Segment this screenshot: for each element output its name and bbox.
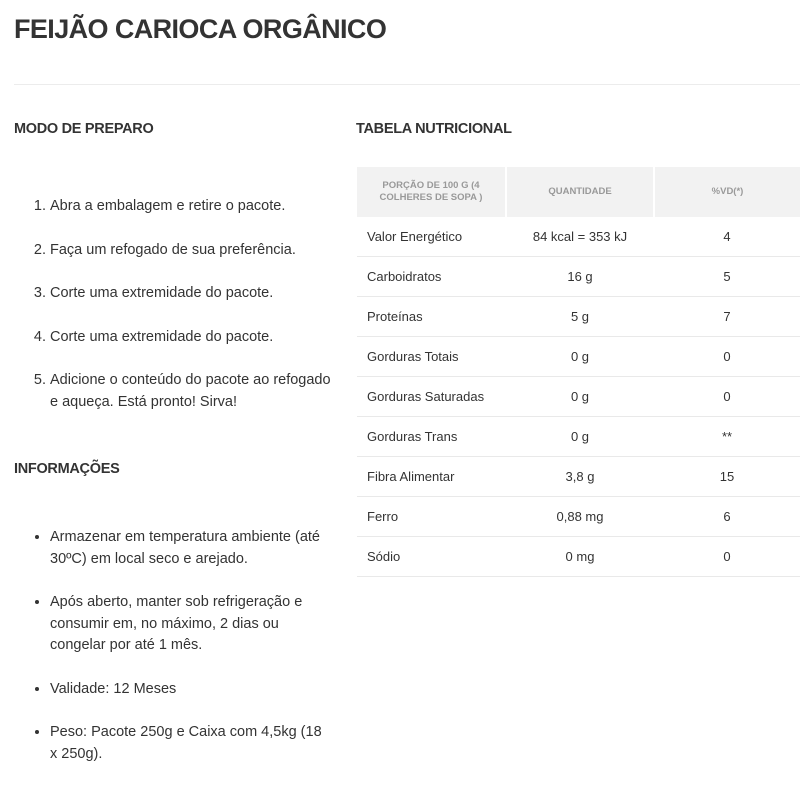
nutrient-name: Gorduras Trans (357, 417, 506, 457)
preparo-step: 3. Corte uma extremidade do pacote. (50, 283, 332, 305)
table-row (357, 417, 800, 457)
nutrient-vd: ** (654, 417, 800, 457)
nutrient-quantity: 3,8 g (506, 457, 654, 497)
informacoes-heading: INFORMAÇÕES (14, 461, 120, 477)
header-vd: %VD(*) (654, 167, 800, 217)
preparo-step: 5. Adicione o conteúdo do pacote ao refogado e aqueça. Está pronto! Sirva! (50, 370, 332, 413)
nutrient-vd: 4 (654, 217, 800, 257)
nutrient-vd: 5 (654, 257, 800, 297)
preparo-heading: MODO DE PREPARO (14, 121, 154, 137)
preparo-step: 4. Corte uma extremidade do pacote. (50, 327, 332, 349)
nutrient-name: Sódio (357, 537, 506, 577)
nutrition-table (357, 167, 800, 577)
nutrient-quantity: 0 g (506, 377, 654, 417)
nutrient-name: Fibra Alimentar (357, 457, 506, 497)
nutrient-vd: 0 (654, 377, 800, 417)
nutrient-vd: 0 (654, 537, 800, 577)
preparo-step: 1. Abra a embalagem e retire o pacote. (50, 196, 332, 218)
page-title: FEIJÃO CARIOCA ORGÂNICO (14, 14, 387, 44)
informacoes-item: • Validade: 12 Meses (50, 679, 332, 701)
preparo-step: 2. Faça um refogado de sua preferência. (50, 240, 332, 262)
nutrient-vd: 0 (654, 337, 800, 377)
nutrient-quantity: 84 kcal = 353 kJ (506, 217, 654, 257)
nutrient-vd: 6 (654, 497, 800, 537)
header-portion: PORÇÃO DE 100 G (4 COLHERES DE SOPA ) (357, 167, 506, 217)
tabela-heading: TABELA NUTRICIONAL (356, 121, 512, 137)
table-row (357, 297, 800, 337)
nutrient-vd: 15 (654, 457, 800, 497)
informacoes-item: • Peso: Pacote 250g e Caixa com 4,5kg (18 x 250g). (50, 722, 332, 765)
nutrient-quantity: 16 g (506, 257, 654, 297)
preparo-steps-list (14, 196, 332, 435)
informacoes-item: • Armazenar em temperatura ambiente (até 30ºC) em local seco e arejado. (50, 527, 332, 570)
table-row (357, 377, 800, 417)
nutrient-name: Gorduras Totais (357, 337, 506, 377)
nutrient-quantity: 0 g (506, 337, 654, 377)
table-row (357, 537, 800, 577)
table-row (357, 497, 800, 537)
table-row (357, 337, 800, 377)
nutrient-quantity: 0 g (506, 417, 654, 457)
nutrient-quantity: 0,88 mg (506, 497, 654, 537)
informacoes-item: • Após aberto, manter sob refrigeração e consumir em, no máximo, 2 dias ou congelar por até 1 mês. (50, 592, 332, 657)
header-quantity: QUANTIDADE (506, 167, 654, 217)
informacoes-list (14, 527, 332, 787)
nutrient-name: Ferro (357, 497, 506, 537)
nutrient-name: Carboidratos (357, 257, 506, 297)
nutrition-header-row (357, 167, 800, 217)
nutrient-name: Gorduras Saturadas (357, 377, 506, 417)
nutrient-quantity: 0 mg (506, 537, 654, 577)
table-row (357, 217, 800, 257)
table-row (357, 257, 800, 297)
nutrient-name: Valor Energético (357, 217, 506, 257)
nutrient-quantity: 5 g (506, 297, 654, 337)
nutrient-vd: 7 (654, 297, 800, 337)
nutrient-name: Proteínas (357, 297, 506, 337)
table-row (357, 457, 800, 497)
title-divider (14, 84, 800, 85)
